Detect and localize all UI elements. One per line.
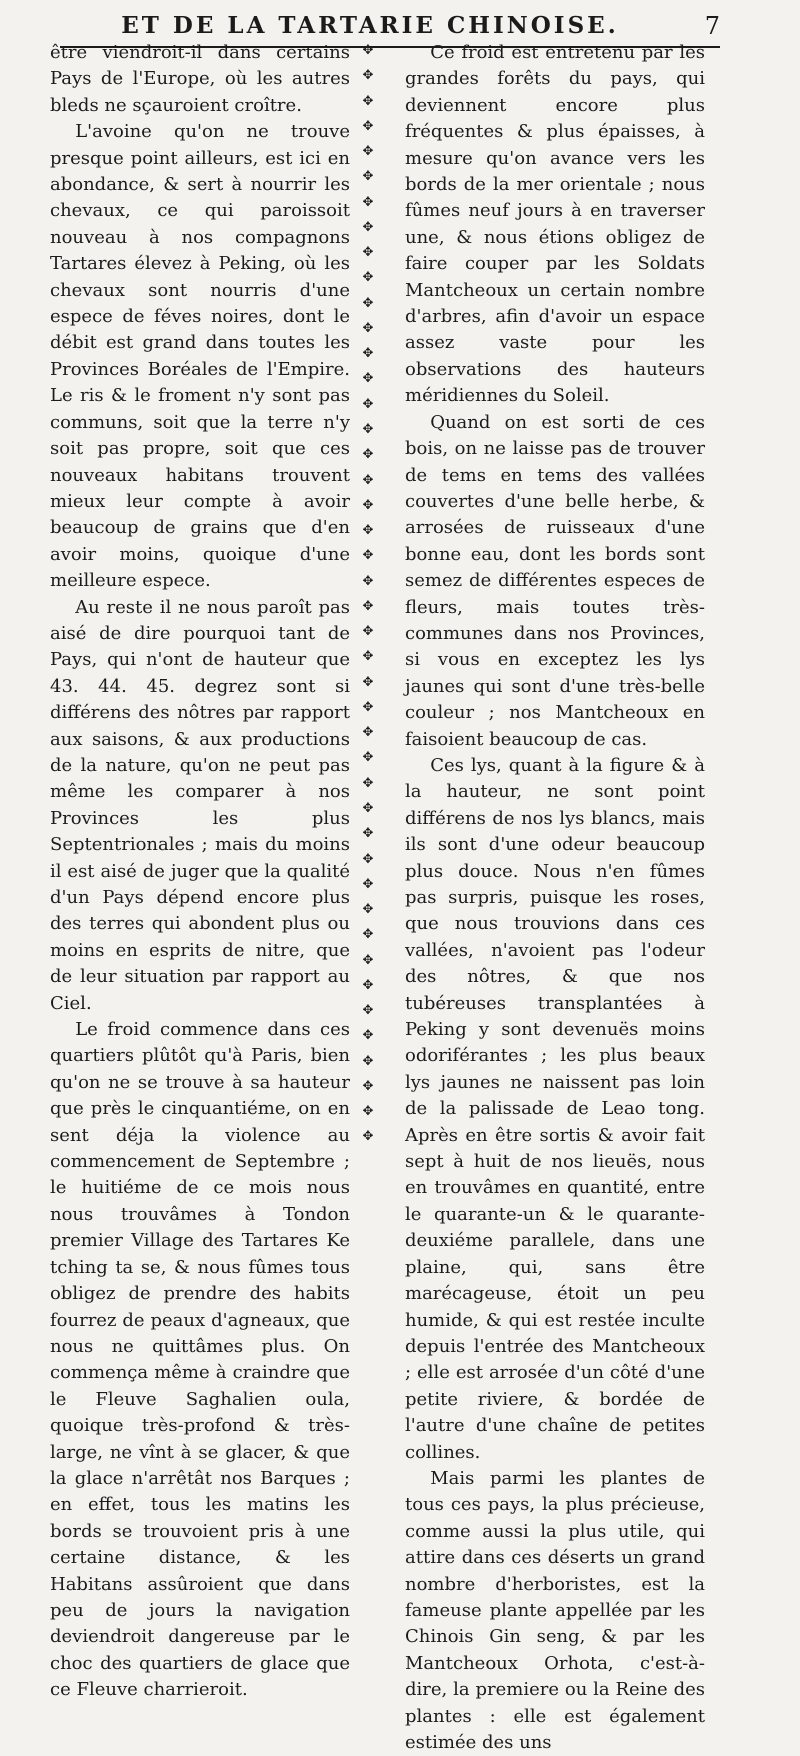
divider-ornament-icon: ✥: [362, 725, 374, 741]
paragraph: être viendroit-il dans certains Pays de l'Europe, où les autres bleds ne sçauroient croître.: [50, 42, 350, 116]
divider-ornament-icon: ✥: [362, 169, 374, 185]
divider-ornament-icon: ✥: [362, 245, 374, 261]
divider-ornament-icon: ✥: [362, 497, 374, 513]
divider-ornament-icon: ✥: [362, 1028, 374, 1044]
divider-ornament-icon: ✥: [362, 118, 374, 134]
divider-ornament-icon: ✥: [362, 219, 374, 235]
page-number: 7: [704, 12, 720, 40]
ornamental-column-divider: [360, 44, 376, 1144]
paragraph: Ce froid est entretenu par les grandes forêts du pays, qui deviennent encore plus fréquentes & plus épaisses, à mesure qu'on avance vers les bords de la mer orientale ; nous fûmes neuf jours à en traverser une, & nous étions obligez de faire couper par les Soldats Mantcheoux un certain nombre d'arbres, afin d'avoir un espace assez vaste pour les observations des hauteurs méridiennes du Soleil.: [405, 42, 705, 407]
running-title: ET DE LA TARTARIE CHINOISE.: [121, 12, 619, 39]
divider-ornament-icon: ✥: [362, 851, 374, 867]
divider-ornament-icon: ✥: [362, 320, 374, 336]
divider-ornament-icon: ✥: [362, 876, 374, 892]
paragraph: L'avoine qu'on ne trouve presque point ailleurs, est ici en abondance, & sert à nourrir les chevaux, ce qui paroissoit nouveau à nos compagnons Tartares élevez à Peking, où les chevaux sont nourris d'une espece de féves noires, dont le débit est grand dans toutes les Provinces Boréales de l'Empire. Le ris & le froment n'y sont pas communs, soit que la terre n'y soit pas propre, soit que ces nouveaux habitans trouvent mieux leur compte à avoir beaucoup de grains que d'en avoir moins, quoique d'une meilleure espece.: [50, 121, 350, 592]
divider-ornament-icon: ✥: [362, 927, 374, 943]
left-column: [50, 40, 350, 1704]
divider-ornament-icon: ✥: [362, 43, 374, 58]
divider-ornament-icon: ✥: [362, 548, 374, 564]
divider-ornament-icon: ✥: [362, 295, 374, 311]
divider-ornament-icon: ✥: [362, 775, 374, 791]
paragraph: Quand on est sorti de ces bois, on ne laisse pas de trouver de tems en tems des vallées couvertes d'une belle herbe, & arrosées de ruisseaux d'une bonne eau, dont les bords sont semez de différentes especes de fleurs, mais toutes très-communes dans nos Provinces, si vous en exceptez les lys jaunes qui sont d'une très-belle couleur ; nos Mantcheoux en faisoient beaucoup de cas.: [405, 411, 705, 750]
divider-ornament-icon: ✥: [362, 902, 374, 918]
divider-ornament-icon: ✥: [362, 270, 374, 286]
divider-ornament-icon: ✥: [362, 573, 374, 589]
divider-ornament-icon: ✥: [362, 952, 374, 968]
divider-ornament-icon: ✥: [362, 1129, 374, 1145]
divider-ornament-icon: ✥: [362, 1078, 374, 1094]
divider-ornament-icon: ✥: [362, 523, 374, 539]
divider-ornament-icon: ✥: [362, 421, 374, 437]
page-header: [0, 10, 800, 42]
divider-ornament-icon: ✥: [362, 800, 374, 816]
paragraph: Ces lys, quant à la figure & à la hauteur, ne sont point différens de nos lys blancs, mais ils sont d'une odeur beaucoup plus douce. Nous n'en fûmes pas surpris, puisque les roses, que nous trouvions dans ces vallées, n'avoient pas l'odeur des nôtres, & que nos tubéreuses transplantées à Peking y sont devenuës moins odoriférantes ; les plus beaux lys jaunes ne naissent pas loin de la palissade de Leao tong. Après en être sortis & avoir fait sept à huit de nos lieuës, nous en trouvâmes en quantité, entre le quarante-un & le quarante-deuxiéme parallele, dans une plaine, qui, sans être marécageuse, étoit un peu humide, & qui est restée inculte depuis l'entrée des Mantcheoux ; elle est arrosée d'un côté d'une petite riviere, & bordée de l'autre d'une chaîne de petites collines.: [405, 754, 705, 1463]
divider-ornament-icon: ✥: [362, 598, 374, 614]
divider-ornament-icon: ✥: [362, 144, 374, 160]
paragraph: Le froid commence dans ces quartiers plûtôt qu'à Paris, bien qu'on ne se trouve à sa hauteur que près le cinquantiéme, on en sent déja la violence au commencement de Septembre ; le huitiéme de ce mois nous nous trouvâmes à Tondon premier Village des Tartares Ke tching ta se, & nous fûmes tous obligez de prendre des habits fourrez de peaux d'agneaux, que nous ne quittâmes plus. On commença même à craindre que le Fleuve Saghalien oula, quoique très-profond & très-large, ne vînt à se glacer, & que la glace n'arrêtât nos Barques ; en effet, tous les matins les bords se trouvoient pris à une certaine distance, & les Habitans assûroient que dans peu de jours la navigation deviendroit dangereuse par le choc des quartiers de glace que ce Fleuve charrieroit.: [50, 1019, 350, 1701]
divider-ornament-icon: ✥: [362, 699, 374, 715]
divider-ornament-icon: ✥: [362, 346, 374, 362]
divider-ornament-icon: ✥: [362, 68, 374, 84]
divider-ornament-icon: ✥: [362, 93, 374, 109]
right-column: [405, 40, 705, 1756]
divider-ornament-icon: ✥: [362, 396, 374, 412]
divider-ornament-icon: ✥: [362, 1104, 374, 1120]
divider-ornament-icon: ✥: [362, 649, 374, 665]
divider-ornament-icon: ✥: [362, 674, 374, 690]
divider-ornament-icon: ✥: [362, 1003, 374, 1019]
divider-ornament-icon: ✥: [362, 977, 374, 993]
divider-ornament-icon: ✥: [362, 194, 374, 210]
divider-ornament-icon: ✥: [362, 750, 374, 766]
divider-ornament-icon: ✥: [362, 447, 374, 463]
divider-ornament-icon: ✥: [362, 826, 374, 842]
divider-ornament-icon: ✥: [362, 371, 374, 387]
paragraph: Au reste il ne nous paroît pas aisé de dire pourquoi tant de Pays, qui n'ont de hauteur que 43. 44. 45. degrez sont si différens des nôtres par rapport aux saisons, & aux productions de la nature, qu'on ne peut pas même les comparer à nos Provinces les plus Septentrionales ; mais du moins il est aisé de juger que la qualité d'un Pays dépend encore plus des terres qui abondent plus ou moins en esprits de nitre, que de leur situation par rapport au Ciel.: [50, 596, 350, 1014]
divider-ornament-icon: ✥: [362, 624, 374, 640]
divider-ornament-icon: ✥: [362, 472, 374, 488]
divider-ornament-icon: ✥: [362, 1053, 374, 1069]
paragraph: Mais parmi les plantes de tous ces pays, la plus précieuse, comme aussi la plus utile, qui attire dans ces déserts un grand nombre d'herboristes, est la fameuse plante appellée par les Chinois Gin seng, & par les Mantcheoux Orhota, c'est-à-dire, la premiere ou la Reine des plantes : elle est également estimée des uns: [405, 1467, 705, 1753]
